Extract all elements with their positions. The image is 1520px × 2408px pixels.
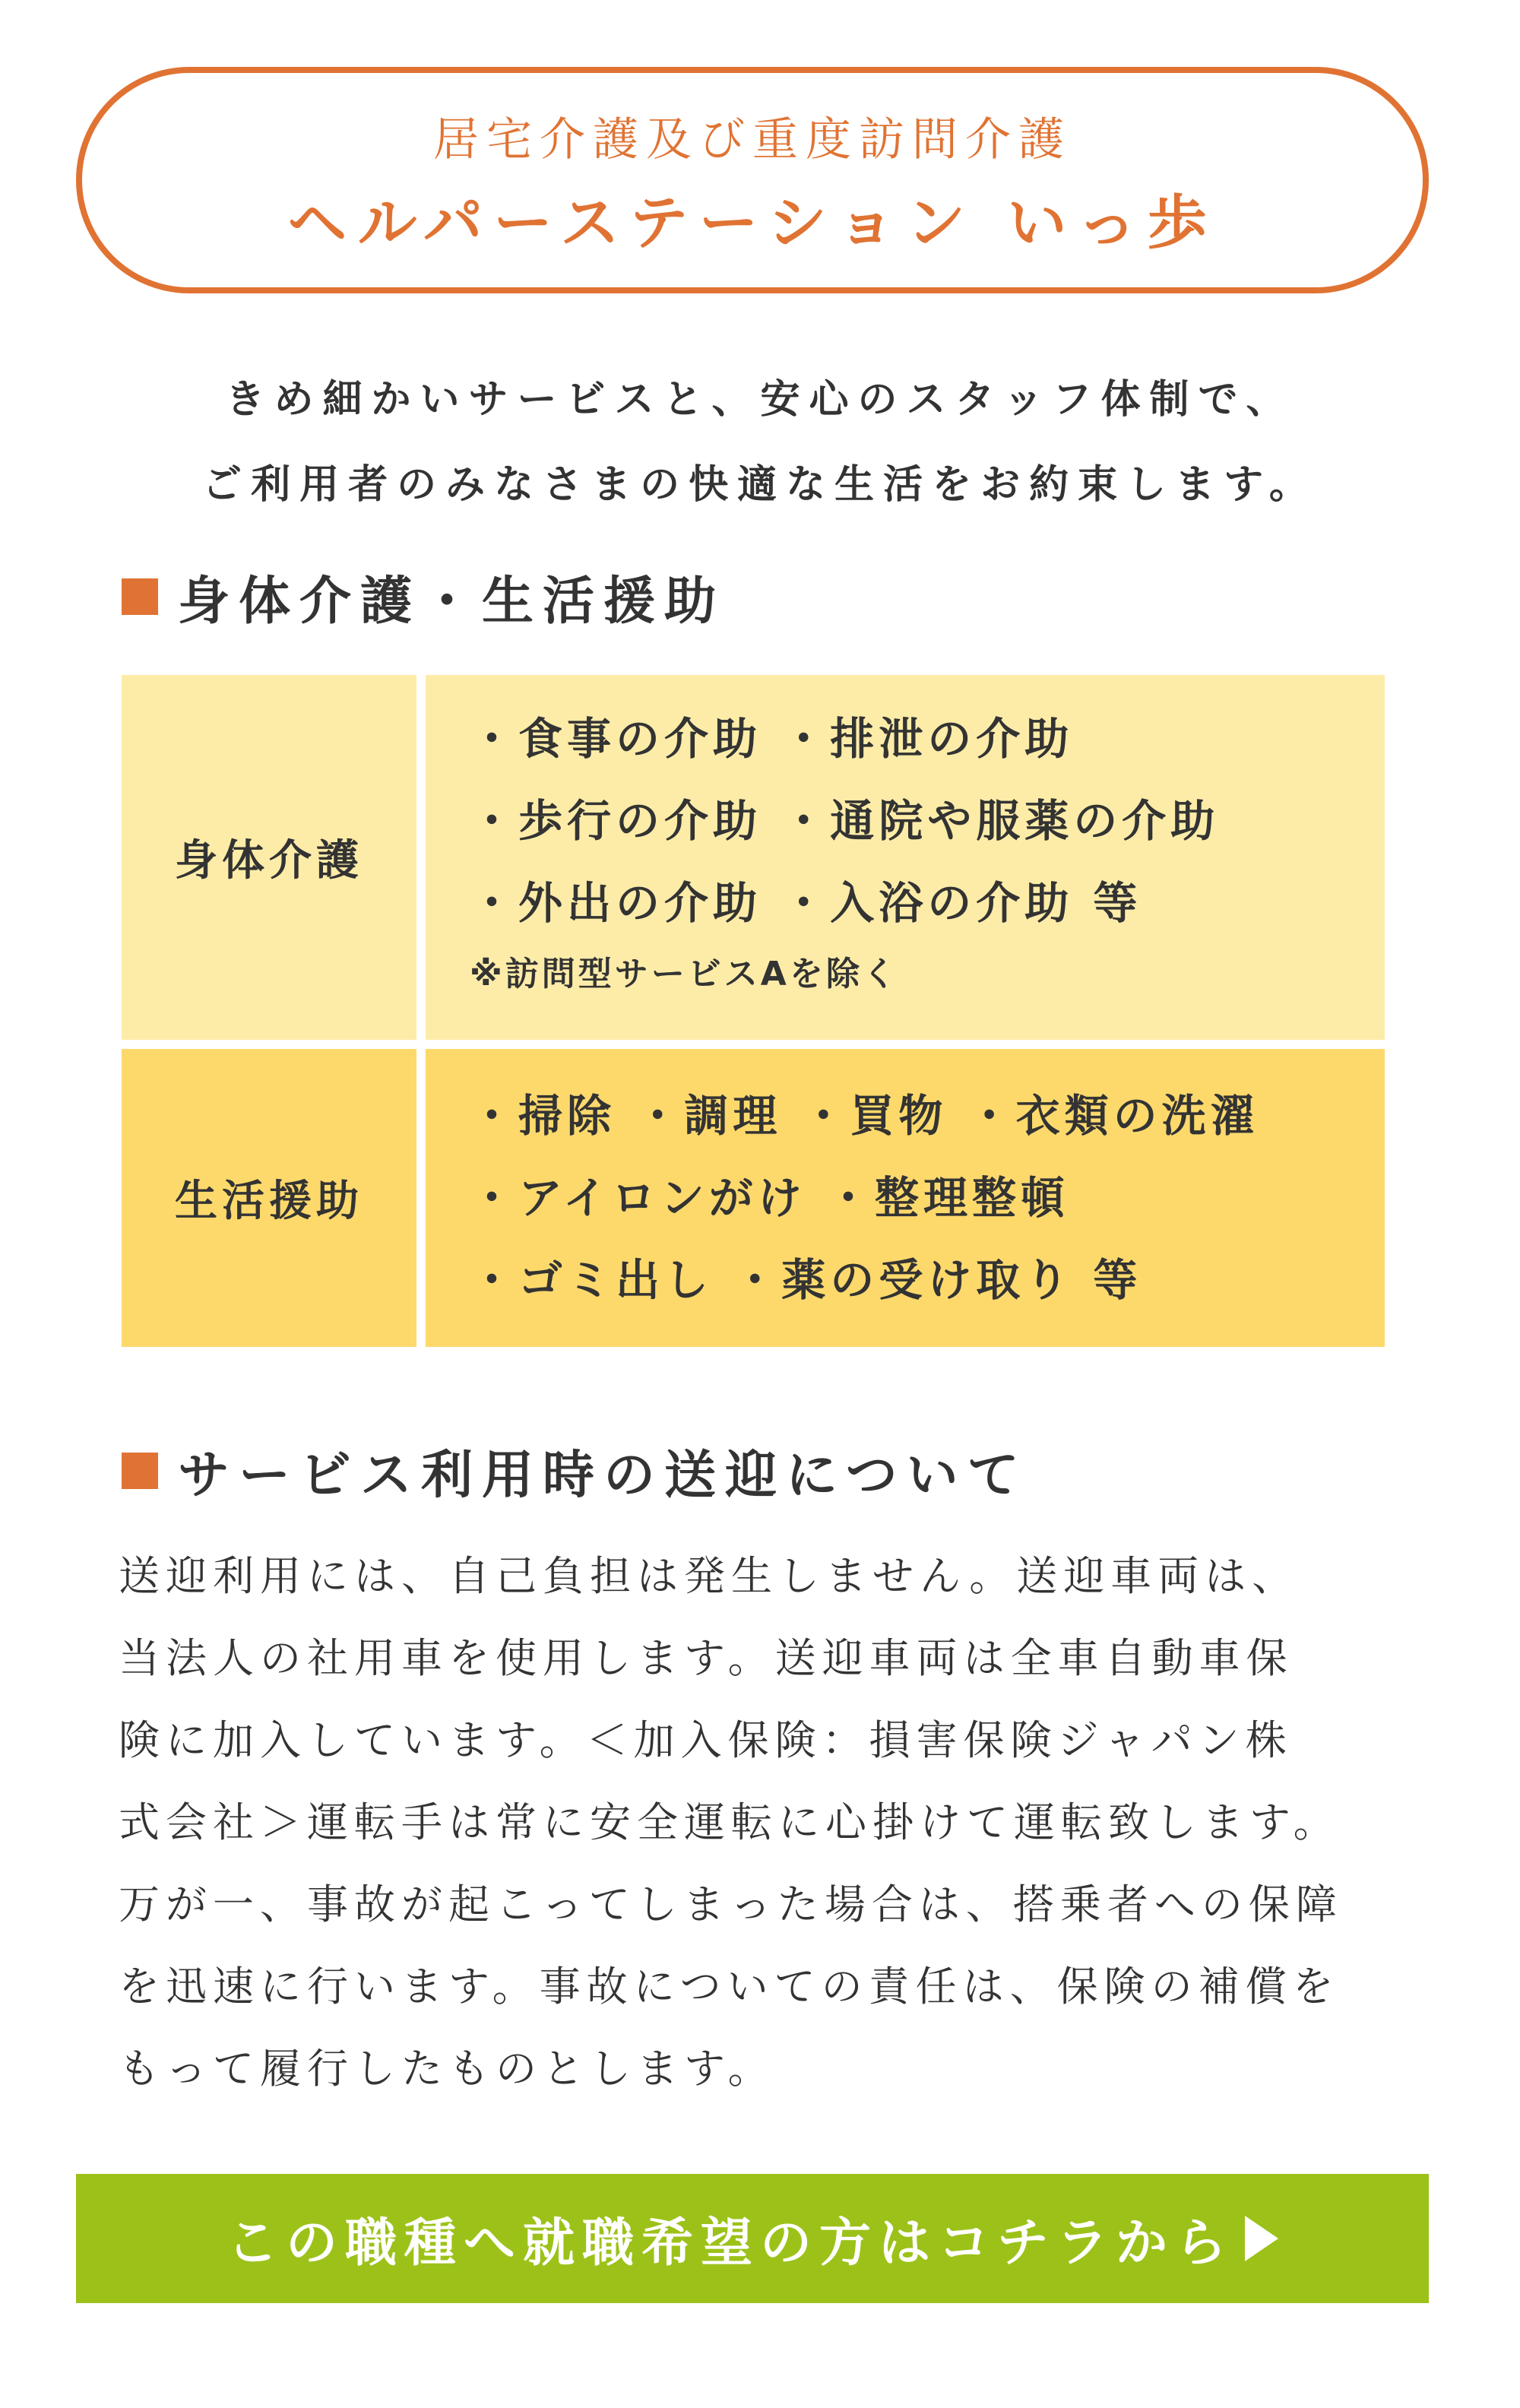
apply-button[interactable] (76, 2174, 1429, 2303)
transport-description (119, 1535, 1411, 2110)
paragraph-line: 式会社＞運転手は常に安全運転に心掛けて運転致します。 (119, 1798, 1341, 1846)
list-item: ・外出の介助 ・入浴の介助 等 (470, 877, 1142, 929)
section-title: サービス利用時の送迎について (178, 1445, 1028, 1506)
section-heading-transport (122, 1437, 1028, 1505)
paragraph-line: 送迎利用には、自己負担は発生しません。送迎車両は、 (119, 1552, 1300, 1600)
intro-text (0, 357, 1520, 528)
paragraph-line: 険に加入しています。＜加入保険：損害保険ジャパン株 (119, 1716, 1293, 1764)
paragraph-line: 万が一、事故が起こってしまった場合は、搭乗者への保障 (119, 1880, 1343, 1928)
section-title: 身体介護・生活援助 (178, 571, 726, 632)
header-subtitle: 居宅介護及び重度訪問介護 (433, 113, 1072, 166)
header-banner (76, 67, 1429, 293)
list-item: ・ゴミ出し ・薬の受け取り 等 (470, 1254, 1142, 1306)
apply-button-label: この職種へ就職希望の方はコチラから (226, 2213, 1234, 2273)
table-row (122, 1049, 1385, 1347)
intro-line: きめ細かいサービスと、安心のスタッフ体制で、 (225, 377, 1295, 423)
square-bullet-icon (122, 578, 158, 615)
list-item: ・掃除 ・調理 ・買物 ・衣類の洗濯 (470, 1090, 1259, 1142)
row-label: 生活援助 (122, 1049, 416, 1347)
row-label: 身体介護 (122, 675, 416, 1040)
list-item: ・歩行の介助 ・通院や服薬の介助 (470, 795, 1220, 847)
table-row (122, 675, 1385, 1040)
paragraph-line: を迅速に行います。事故についての責任は、保険の補償を (119, 1963, 1340, 2010)
list-item: ・食事の介助 ・排泄の介助 (470, 713, 1074, 765)
service-table (122, 675, 1385, 1347)
header-title: ヘルパーステーション いっ歩 (287, 189, 1218, 258)
row-note: ※訪問型サービスAを除く (470, 955, 899, 993)
paragraph-line: もって履行したものとします。 (119, 2045, 775, 2093)
intro-line: ご利用者のみなさまの快適な生活をお約束します。 (202, 462, 1318, 508)
paragraph-line: 当法人の社用車を使用します。送迎車両は全車自動車保 (119, 1634, 1294, 1682)
row-content (426, 675, 1385, 1040)
square-bullet-icon (122, 1453, 158, 1489)
section-heading-care (122, 562, 725, 631)
row-content (426, 1049, 1385, 1347)
list-item: ・アイロンがけ ・整理整頓 (470, 1172, 1069, 1224)
play-arrow-icon (1245, 2216, 1278, 2261)
